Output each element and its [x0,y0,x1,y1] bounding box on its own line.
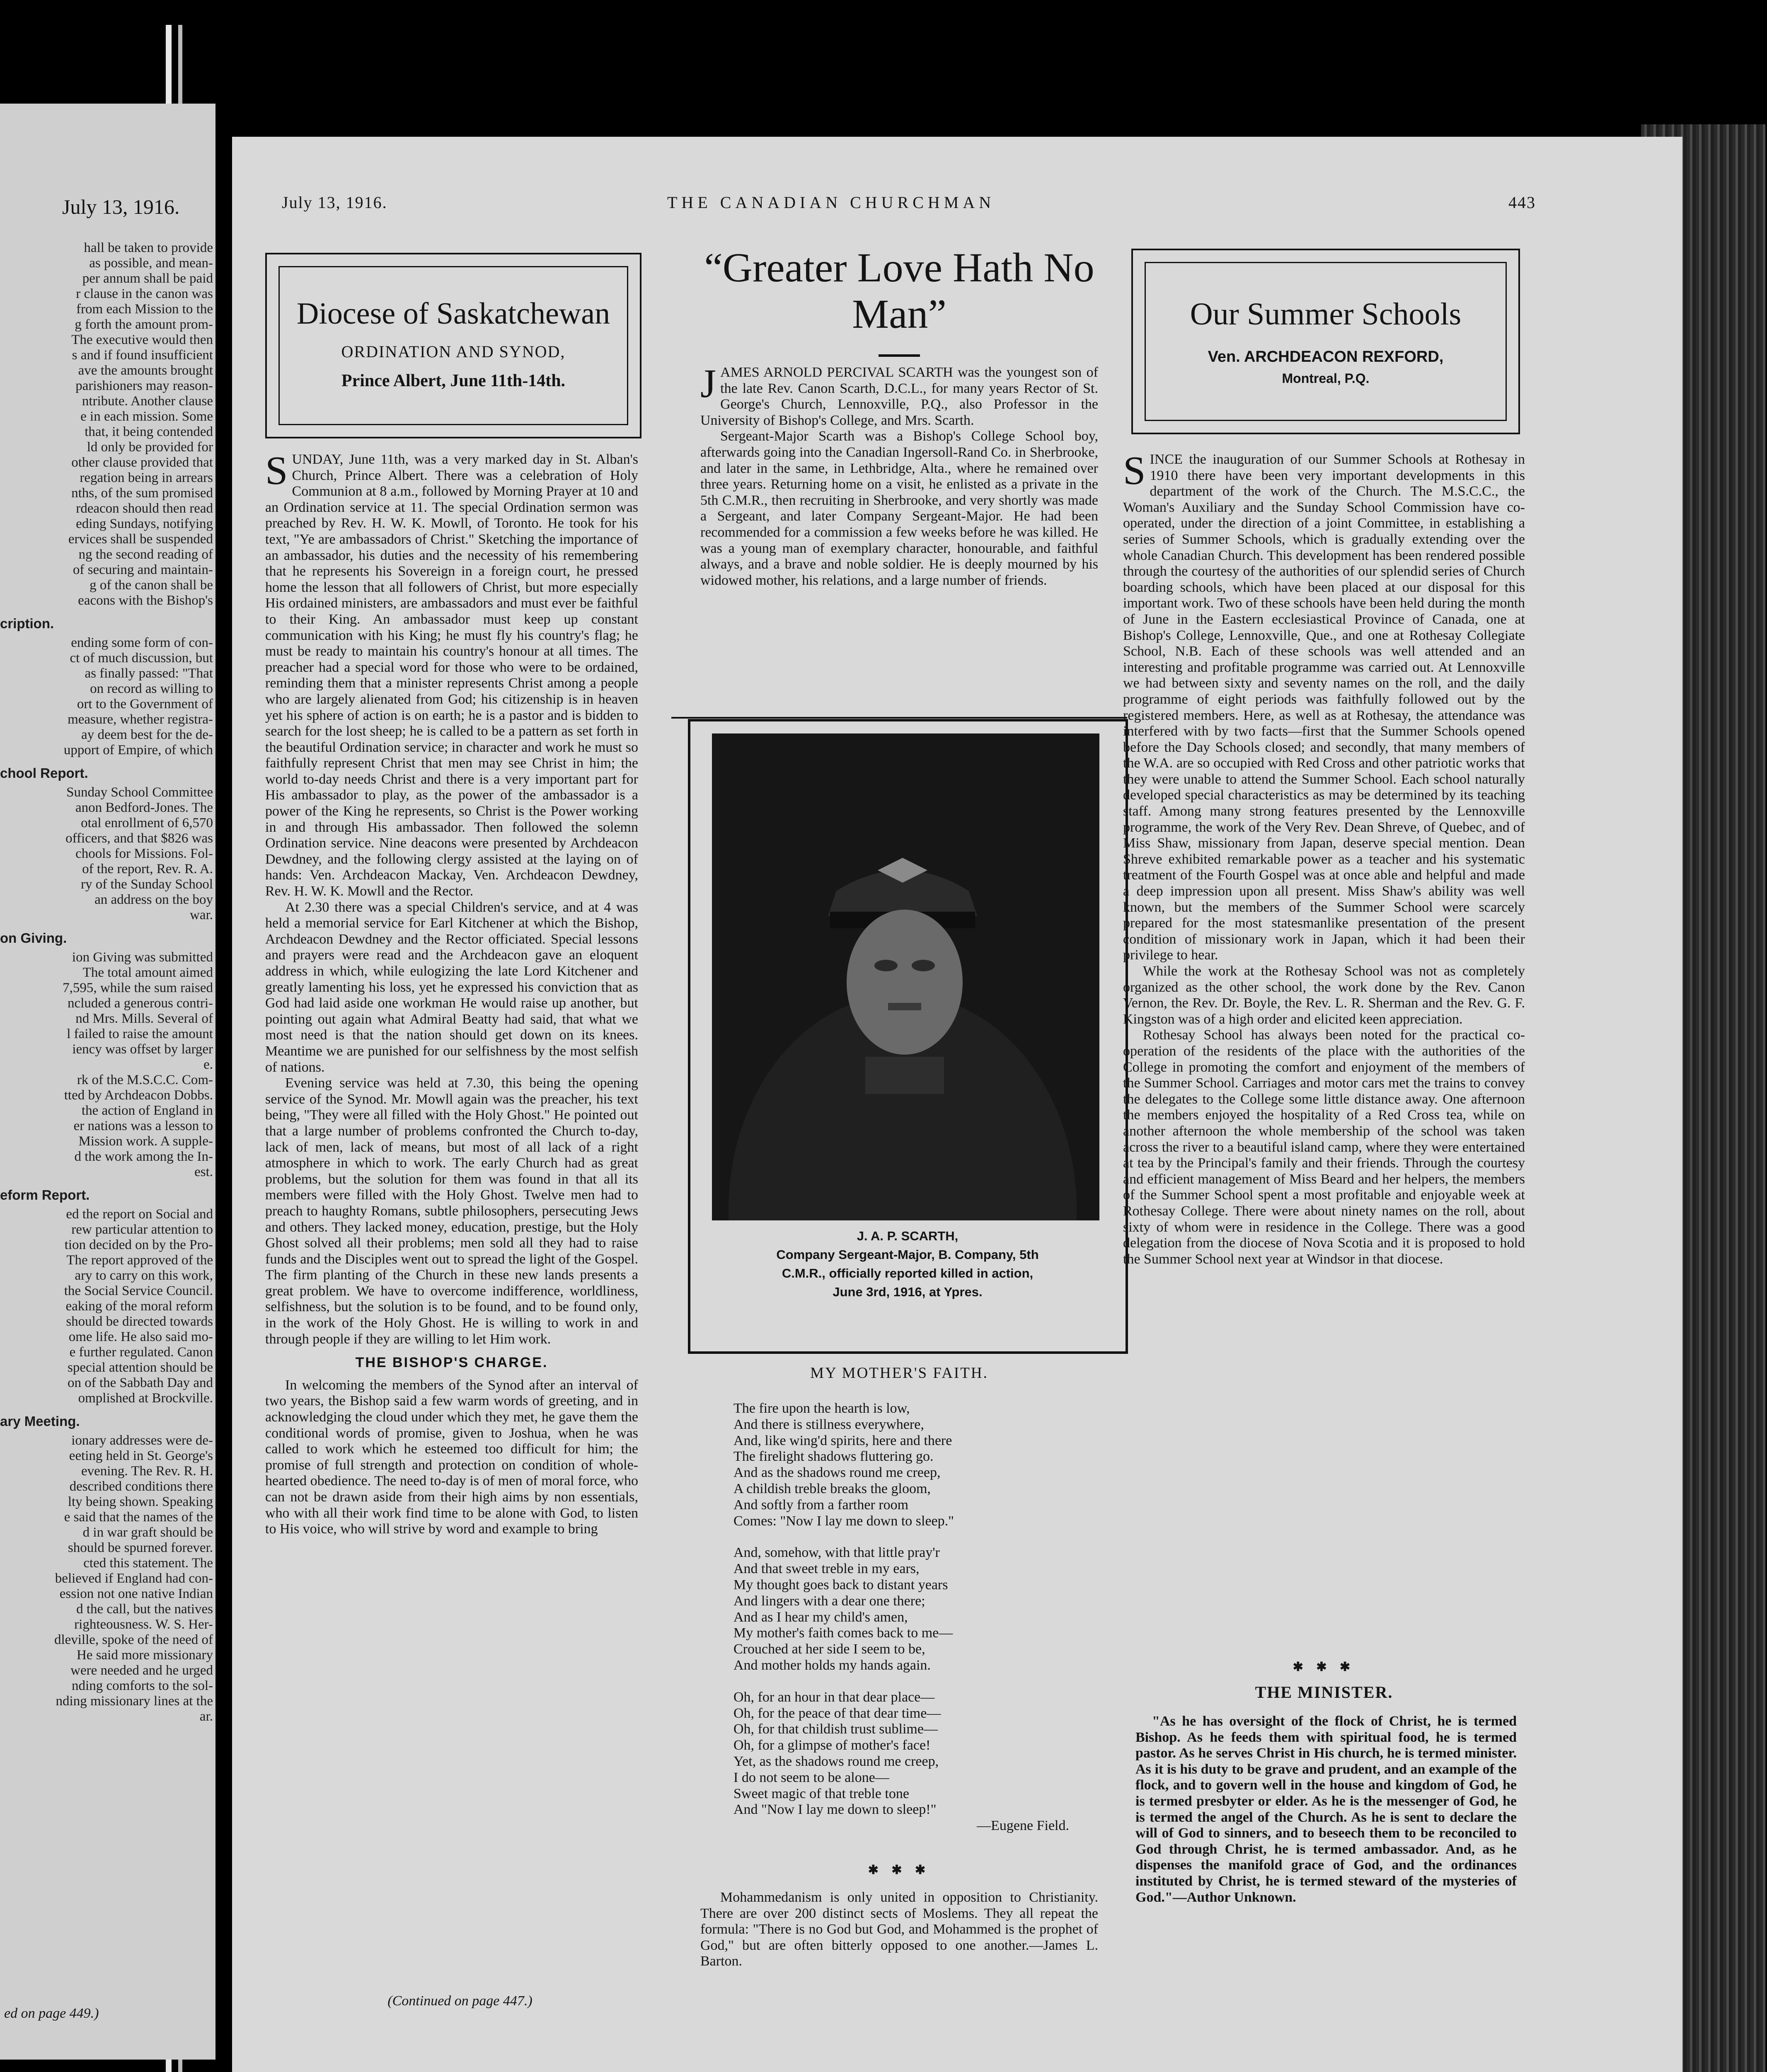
left-page-line: e said that the names of the [64,1510,213,1525]
left-page-line: should be spurned forever. [68,1540,213,1555]
saskatchewan-header-box [265,253,641,438]
section-divider [671,717,1127,719]
left-page-line: eeting held in St. George's [69,1448,213,1463]
saskatchewan-article [265,448,638,1537]
poem-line: And, somehow, with that little pray'r [733,1545,940,1561]
left-page-line: of the report, Rev. R. A. [82,862,213,876]
poem-line: Oh, for that childish trust sublime— [733,1721,938,1737]
left-page-line: should be directed towards [66,1314,213,1329]
poem-line: The fire upon the hearth is low, [733,1401,910,1416]
left-page-line: ion Giving was submitted [72,950,213,965]
left-page-line: e. [203,1057,213,1072]
scarth-obituary [700,361,1098,588]
portrait-silhouette [712,733,1099,1220]
left-page-line: upport of Empire, of which [63,743,213,758]
left-page-line: dleville, spoke of the need of [54,1632,213,1647]
left-page-line: Mission work. A supple- [78,1134,213,1149]
left-page-line: that, it being contended [85,424,213,439]
drop-cap: J [700,361,716,406]
poem-line: A childish treble breaks the gloom, [733,1481,931,1496]
the-minister-quote: "As he has oversight of the flock of Christ, he is termed Bishop. As he feeds them with spiritual food, he is termed pastor. As he serves Christ in His church, he is termed minister. As it is his duty to be grave and prudent, and an example of the flock, and to govern well in the house and kingdom of God, he is termed presbyter or elder. As he is the messenger of God, he is termed the angel of the Church. As he is sent to declare the will of God to sinners, and to beseech them to be reconciled to God through Christ, he is termed ambassador. And, as he dispenses the manifold grace of God, and the ordinances instituted by Christ, he is termed steward of the mysteries of God."—Author Unknown. [1135,1714,1517,1905]
caption-line: June 3rd, 1916, at Ypres. [833,1285,983,1299]
left-page-line: an address on the boy [94,892,213,907]
section-heading-the-minister: THE MINISTER. [1255,1683,1393,1702]
article-author: Ven. ARCHDEACON REXFORD, [1208,348,1444,366]
left-page-line: described conditions there [69,1479,213,1494]
poem-line: I do not seem to be alone— [733,1769,889,1785]
left-page-line: anon Bedford-Jones. The [75,800,213,815]
left-page-section-heading: eform Report. [0,1187,90,1203]
left-page-line: ld only be provided for [87,440,213,455]
poem-line: Oh, for the peace of that dear time— [733,1705,941,1721]
left-page-line: ed the report on Social and [66,1207,213,1222]
article-subtitle-ordination: ORDINATION AND SYNOD, [341,342,566,361]
left-page-line: ncluded a generous contri- [68,996,213,1011]
poem-line: Oh, for an hour in that dear place— [733,1689,935,1705]
poem-attribution: —Eugene Field. [977,1818,1069,1834]
left-page-line: ct of much discussion, but [70,651,213,666]
page-number: 443 [1508,193,1536,212]
poem-line: And softly from a farther room [733,1497,909,1513]
left-page-line: ession not one native Indian [59,1586,213,1601]
left-page-line: measure, whether registra- [68,712,213,727]
left-page-line: The report approved of the [66,1253,213,1268]
caption-line: C.M.R., officially reported killed in action, [782,1266,1034,1280]
left-page-line: ending some form of con- [71,635,213,650]
left-page-line: as possible, and mean- [89,256,213,271]
left-page-line: eaking of the moral reform [65,1299,213,1314]
left-page-line: the Social Service Council. [64,1283,213,1298]
paragraph: AMES ARNOLD PERCIVAL SCARTH was the youngest son of the late Rev. Canon Scarth, D.C.L., for many years Rector of St. George's Church, Lennoxville, P.Q., also Professor in the University of Bishop's College, and Mrs. Scarth. [700,365,1098,428]
article-place-date: Prince Albert, June 11th-14th. [341,371,566,390]
section-heading-bishops-charge: THE BISHOP'S CHARGE. [355,1355,548,1371]
left-page-line: ntribute. Another clause [82,394,213,409]
left-page-line: ave the amounts brought [78,363,213,378]
left-page-line: The executive would then [71,332,213,347]
article-author-place: Montreal, P.Q. [1282,371,1370,386]
left-facing-page [0,104,215,2060]
left-page-line: ionary addresses were de- [71,1433,213,1448]
left-page-line: l failed to raise the amount [67,1026,213,1041]
left-page-line: from each Mission to the [76,302,213,317]
left-page-line: were needed and he urged [70,1663,213,1678]
poem-stanza [733,1545,1106,1673]
left-page-line: Sunday School Committee [66,785,213,800]
left-page-line: omplished at Brockville. [78,1391,213,1406]
left-page-line: hall be taken to provide [84,240,213,255]
left-page-line: The total amount aimed [82,965,213,980]
left-page-line: ay deem best for the de- [81,727,213,742]
left-page-continued-note: ed on page 449.) [4,2006,99,2021]
poem-line: And "Now I lay me down to sleep!" [733,1802,937,1818]
left-page-line: special attention should be [68,1360,213,1375]
left-page-line: on of the Sabbath Day and [68,1375,213,1390]
poem-line: My mother's faith comes back to me— [733,1625,953,1641]
caption-name: J. A. P. SCARTH, [857,1229,959,1243]
left-page-line: e in each mission. Some [80,409,213,424]
paragraph: Rothesay School has always been noted for the practical co-operation of the residents of the place with the authorities of the College in promoting the comfort and enjoyment of the members of the Summer School. Carriages and motor cars met the trains to convey the delegates to the College some little distance away. One afternoon the members enjoyed the hospitality of a Red Cross tea, while on another afternoon the whole membership of the school was taken across the river to a beautiful island camp, where they were entertained at tea by the Principal's family and their friends. Through the courtesy and efficient management of Miss Beard and her helpers, the members of the Summer School spent a most profitable and enjoyable week at Rothesay College. There were about ninety names on the roll, about sixty of whom were in residence in the College. There was a good delegation from the diocese of Nova Scotia and it is proposed to hold the Summer School next year at Windsor in that diocese. [1123,1027,1525,1267]
running-head-date: July 13, 1916. [282,193,387,212]
paragraph: In welcoming the members of the Synod after an interval of two years, the Bishop said a few warm words of greeting, and in acknowledging the cloud under which they met, he gave them the conditional words of promise, given to Joshua, when he was called to work which he esteemed too difficult for him; the promise of full strength and protection on condition of whole-hearted obedience. The need to-day is of men of moral force, who can not be drawn aside from their high aims by non essentials, who with all their work find time to be alone with God, to listen to His voice, who will strive by word and example to bring [265,1377,638,1537]
left-page-line: ary to carry on this work, [75,1268,213,1283]
left-page-line: He said more missionary [76,1648,213,1663]
article-title-greater-love: “Greater Love Hath No Man” [704,244,1094,337]
poem-line: And as the shadows round me creep, [733,1465,941,1481]
paragraph: Mohammedanism is only united in opposition to Christianity. There are over 200 distinct sects of Moslems. They all repeat the formula: "There is no God but God, and Mohammed is the prophet of God," but are often bitterly opposed to one another.—James L. Barton. [700,1890,1098,1969]
summer-schools-header-box [1131,249,1520,434]
left-page-line: s and if found insufficient [72,348,213,363]
left-page-line: rew particular attention to [71,1222,213,1237]
article-title-saskatchewan: Diocese of Saskatchewan [296,297,610,331]
summer-schools-article [1123,448,1525,1267]
left-page-line: rk of the M.S.C.C. Com- [77,1072,213,1087]
paragraph: Evening service was held at 7.30, this being the opening service of the Synod. Mr. Mowll again was the preacher, his text being, "They were all filled with the Holy Ghost." He pointed out that a large number of problems confronted the Church to-day, lack of men, lack of means, but most of all lack of a right atmosphere in which to work. The early Church had as great problems, but the solution for them was found in that all its members were filled with the Holy Ghost. Twelve men had to preach to haughty Romans, subtle philosophers, persecuting Jews and others. They lacked money, education, prestige, but the Holy Ghost solved all their problems; men sold all they had to raise funds and the Disciples went out to spread the light of the Gospel. The firm planting of the Church in these new lands presents a great problem. We have to overcome indifference, worldliness, selfishness, but the solution is to be found, and to be found only, in the work of the Holy Ghost. He is willing to work in and through people if they are willing to let Him work. [265,1075,638,1347]
left-page-line: r clause in the canon was [76,286,213,301]
left-page-line: per annum shall be paid [82,271,213,286]
poem-line: And that sweet treble in my ears, [733,1561,920,1577]
left-page-line: as finally passed: "That [85,666,213,681]
left-page-line: righteousness. W. S. Her- [74,1617,213,1632]
left-page-line: ort to the Government of [77,697,213,712]
left-page-line: rdeacon should then read [76,501,213,516]
left-page-line: er nations was a lesson to [73,1118,213,1133]
article-title-summer-schools: Our Summer Schools [1190,297,1462,332]
drop-cap: S [1123,448,1146,493]
left-page-section-heading: ary Meeting. [0,1414,80,1429]
soldier-portrait-photo [712,733,1099,1220]
left-page-line: g forth the amount prom- [75,317,213,332]
poem-line: And, like wing'd spirits, here and there [733,1433,952,1448]
left-page-line: eding Sundays, notifying [76,516,213,531]
left-page-line: other clause provided that [71,455,213,470]
left-page-line: parishioners may reason- [75,378,213,393]
saskatchewan-header-inner-frame [278,266,628,425]
section-ornament: ✱ ✱ ✱ [1293,1660,1356,1674]
poem-line: My thought goes back to distant years [733,1577,948,1593]
poem-line: And lingers with a dear one there; [733,1593,925,1609]
left-page-line: war. [190,908,213,922]
left-page-body [0,240,215,1724]
left-page-line: lty being shown. Speaking [68,1494,213,1509]
running-head-title: THE CANADIAN CHURCHMAN [667,193,995,212]
left-page-line: the action of England in [81,1103,213,1118]
left-page-line: regation being in arrears [80,470,213,485]
left-page-date: July 13, 1916. [62,195,180,218]
left-page-line: ar. [199,1709,213,1724]
continued-note: (Continued on page 447.) [387,1993,533,2009]
poem-line: The firelight shadows fluttering go. [733,1449,934,1464]
left-page-line: g of the canon shall be [90,578,213,593]
left-page-line: evening. The Rev. R. H. [81,1464,213,1479]
left-page-line: ome life. He also said mo- [68,1329,213,1344]
poem-line: And mother holds my hands again. [733,1657,931,1673]
left-page-line: believed if England had con- [55,1571,213,1586]
poem-stanza [733,1690,1106,1818]
left-page-line: est. [194,1164,213,1179]
mohammedanism-note [700,1890,1098,1970]
left-page-line: ng the second reading of [78,547,213,562]
left-page-line: e further regulated. Canon [69,1345,213,1360]
poem-title: MY MOTHER'S FAITH. [810,1365,988,1382]
left-page-line: eacons with the Bishop's [78,593,213,608]
left-page-line: of securing and maintain- [73,562,213,577]
poem-my-mothers-faith [733,1401,1106,1834]
left-page-section-heading: chool Report. [0,765,88,781]
left-page-line: d the work among the In- [74,1149,213,1164]
paragraph: Sergeant-Major Scarth was a Bishop's College School boy, afterwards going into the Canadian Ingersoll-Rand Co. in Sherbrooke, and later in the same, in Lethbridge, Alta., where he remained over three years. Returning home on a visit, he enlisted as a private in the 5th C.M.R., then recruiting in Sherbrooke, and very shortly was made a Sergeant, and later Company Sergeant-Major. He had been recommended for a commission a few weeks before he was killed. He was a young man of exemplary character, honourable, and faithful always, and a brave and noble soldier. He is deeply mourned by his widowed mother, his relations, and a large number of friends. [700,428,1098,588]
poem-stanza [733,1401,1106,1529]
left-page-line: otal enrollment of 6,570 [81,816,213,830]
left-page-line: nd Mrs. Mills. Several of [75,1011,213,1026]
paragraph: UNDAY, June 11th, was a very marked day in St. Alban's Church, Prince Albert. There was a celebration of Holy Communion at 8 a.m., followed by Morning Prayer at 10 and an Ordination service at 11. The special Ordination sermon was preached by Rev. H. W. K. Mowll, of Toronto. He took for his text, "Ye are ambassadors of Christ." Sketching the importance of an ambassador, his duties and the necessity of his remembering that he represents his Sovereign in a foreign court, he pressed home the lesson that all followers of Christ, but more especially His ordained ministers, are ambassadors and must ever be faithful to their King. An ambassador must keep up constant communication with his King; he must fly his country's flag; he must be ready to maintain his country's honour at all times. The preacher had a special word for those who were to be ordained, reminding them that a minister represents Christ among a people who are largely alienated from God; his citizenship is in heaven yet his sphere of action is on earth; he is a pastor and is bidden to search for the lost sheep; he is called to be a pattern as set forth in the beautiful Ordination service; in character and work he must so faithfully represent Christ that men may see Christ in him; the world to-day needs Christ and there is a very important part for His ambassador to play, as the power of the ambassador is a power of the King he represents, so Christ is the Power working in and through His ambassador. Then followed the solemn Ordination service. Nine deacons were presented by Archdeacon Dewdney, and the following clergy assisted at the laying on of hands: Ven. Archdeacon Mackay, Ven. Archdeacon Dewdney, Rev. H. W. K. Mowll and the Rector. [265,452,638,899]
section-ornament: ✱ ✱ ✱ [868,1863,931,1877]
left-page-section-heading: on Giving. [0,930,67,946]
poem-line: Comes: "Now I lay me down to sleep." [733,1513,954,1529]
left-page-line: nding missionary lines at the [56,1694,213,1709]
poem-line: Crouched at her side I seem to be, [733,1641,925,1657]
summer-schools-header-inner-frame [1145,262,1507,421]
caption-line: Company Sergeant-Major, B. Company, 5th [776,1247,1039,1262]
portrait-caption [717,1227,1098,1301]
left-page-line: nding comforts to the sol- [72,1678,213,1693]
poem-line: Yet, as the shadows round me creep, [733,1753,939,1769]
left-page-line: tion decided on by the Pro- [64,1237,213,1252]
left-page-line: nths, of the sum promised [71,486,213,501]
poem-line: And there is stillness everywhere, [733,1416,924,1432]
poem-line: Sweet magic of that treble tone [733,1786,909,1801]
left-page-line: tted by Archdeacon Dobbs. [64,1088,213,1103]
left-page-line: ervices shall be suspended [68,532,213,547]
left-page-line: 7,595, while the sum raised [63,980,213,995]
paragraph: While the work at the Rothesay School was not as completely organized as the other school, the work done by the Rev. Canon Vernon, the Rev. Dr. Boyle, the Rev. L. R. Sherman and the Rev. G. F. Kingston was of a high order and elicited keen appreciation. [1123,963,1525,1027]
left-page-line: d in war graft should be [82,1525,213,1540]
paragraph: At 2.30 there was a special Children's service, and at 4 was held a memorial service for Earl Kitchener at which the Bishop, Archdeacon Dewdney and the Rector officiated. Special lessons and prayers were read and the Archdeacon gave an eloquent address in which, while eulogizing the late Lord Kitchener and greatly lamenting his loss, yet he expressed his conviction that as God had laid aside one workman He would raise up another, but pointing out again what Admiral Beatty had said, that what we most need is that the nation should get down on its knees. Meantime we are punished for our selfishness by the most selfish of nations. [265,899,638,1075]
paragraph: INCE the inauguration of our Summer Schools at Rothesay in 1910 there have been very important developments in this department of the work of the Church. The M.S.C.C., the Woman's Auxiliary and the Sunday School Commission have co-operated, under the direction of a joint Committee, in establishing a series of Summer Schools, which is gradually extending over the whole Canadian Church. This development has been rendered possible through the courtesy of the authorities of our splendid series of Church boarding schools, which have been placed at our disposal for this important work. Two of these schools have been held during the month of June in the Eastern ecclesiastical Province of Canada, one at Bishop's College, Lennoxville, Que., and one at Rothesay Collegiate School, N.B. Each of these schools was well attended and an interesting and profitable programme was carried out. At Lennoxville we had between sixty and seventy names on the roll, and the daily programme of eight periods was faithfully followed out by the registered members. Here, as well as at Rothesay, the attendance was interfered with by two facts—first that the Summer Schools opened before the Day Schools closed; and secondly, that many members of the W.A. are so occupied with Red Cross and other patriotic works that they were unable to attend the Summer School. Each school naturally developed special characteristics as may be determined by its teaching staff. Among many strong features presented by the Lennoxville programme, the work of the Very Rev. Dean Shreve, of Quebec, and of Miss Shaw, missionary from Japan, deserve special mention. Dean Shreve exhibited remarkable power as a teacher and his systematic treatment of the Fourth Gospel was at once able and helpful and made a deep impression upon all present. Miss Shaw's ability was well known, but the members of the Summer School were scarcely prepared for the most statesmanlike presentation of the present condition of missionary work in Japan, which it had been their privilege to hear. [1123,452,1525,963]
left-page-section-heading: cription. [0,616,54,631]
left-page-line: iency was offset by larger [72,1042,213,1057]
left-page-line: officers, and that $826 was [65,831,213,846]
left-page-line: on record as willing to [90,681,213,696]
poem-line: And as I hear my child's amen, [733,1609,908,1625]
poem-line: Oh, for a glimpse of mother's face! [733,1738,931,1753]
left-page-line: d the call, but the natives [76,1602,213,1617]
title-rule [879,354,920,357]
left-page-line: cted this statement. The [83,1556,213,1571]
left-page-line: chools for Missions. Fol- [75,846,213,861]
left-page-line: ry of the Sunday School [81,877,213,892]
drop-cap: S [265,448,288,493]
